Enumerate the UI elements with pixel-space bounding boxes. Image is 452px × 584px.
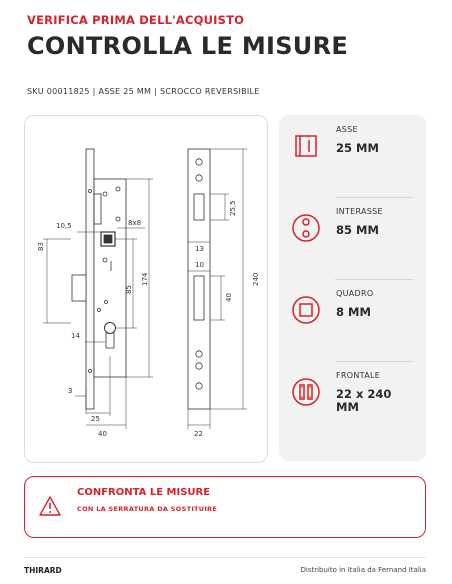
page-title: CONTROLLA LE MISURE [27, 32, 349, 60]
center-distance-icon [289, 211, 323, 245]
dim-10-5: 10,5 [56, 222, 72, 230]
dim-25-5: 25,5 [229, 200, 237, 216]
footer-divider [24, 557, 426, 558]
spec-value-asse: 25 MM [336, 141, 379, 155]
dim-174: 174 [141, 272, 149, 286]
dim-3: 3 [68, 387, 73, 395]
dim-10: 10 [195, 261, 204, 269]
warning-icon [39, 495, 61, 517]
dim-14: 14 [71, 332, 80, 340]
spec-label-quadro: QUADRO [336, 289, 374, 298]
spec-value-interasse: 85 MM [336, 223, 379, 237]
dim-25: 25 [91, 415, 100, 423]
backset-icon [289, 129, 323, 163]
spec-label-interasse: INTERASSE [336, 207, 383, 216]
spec-label-asse: ASSE [336, 125, 358, 134]
dim-40: 40 [98, 430, 107, 438]
compare-alert [24, 476, 426, 538]
spec-label-frontale: FRONTALE [336, 371, 381, 380]
spec-value-quadro: 8 MM [336, 305, 371, 319]
spec-frontale [279, 361, 426, 443]
brand-name: THIRARD [24, 566, 62, 575]
dim-8x8: 8x8 [128, 219, 142, 227]
specs-card [279, 115, 426, 461]
product-subtitle: SKU 00011825 | ASSE 25 MM | SCROCCO REVERSIBILE [27, 87, 260, 96]
spec-asse [279, 115, 426, 197]
dim-22: 22 [194, 430, 203, 438]
dim-83: 83 [37, 242, 45, 251]
spec-quadro [279, 279, 426, 361]
kicker-text: VERIFICA PRIMA DELL'ACQUISTO [27, 13, 245, 27]
square-spindle-icon [289, 293, 323, 327]
spec-value-frontale: 22 x 240 MM [336, 387, 392, 414]
faceplate-icon [289, 375, 323, 409]
dim-40-right: 40 [225, 293, 233, 302]
distributor-text: Distribuito in Italia da Fernand Italia [300, 566, 426, 574]
spec-interasse [279, 197, 426, 279]
dim-85: 85 [125, 285, 133, 294]
dim-13: 13 [195, 245, 204, 253]
lock-technical-drawing [25, 116, 267, 462]
alert-title: CONFRONTA LE MISURE [77, 487, 211, 498]
alert-subtitle: CON LA SERRATURA DA SOSTITUIRE [77, 505, 218, 513]
dim-240: 240 [252, 272, 260, 286]
technical-drawing-card [24, 115, 268, 463]
